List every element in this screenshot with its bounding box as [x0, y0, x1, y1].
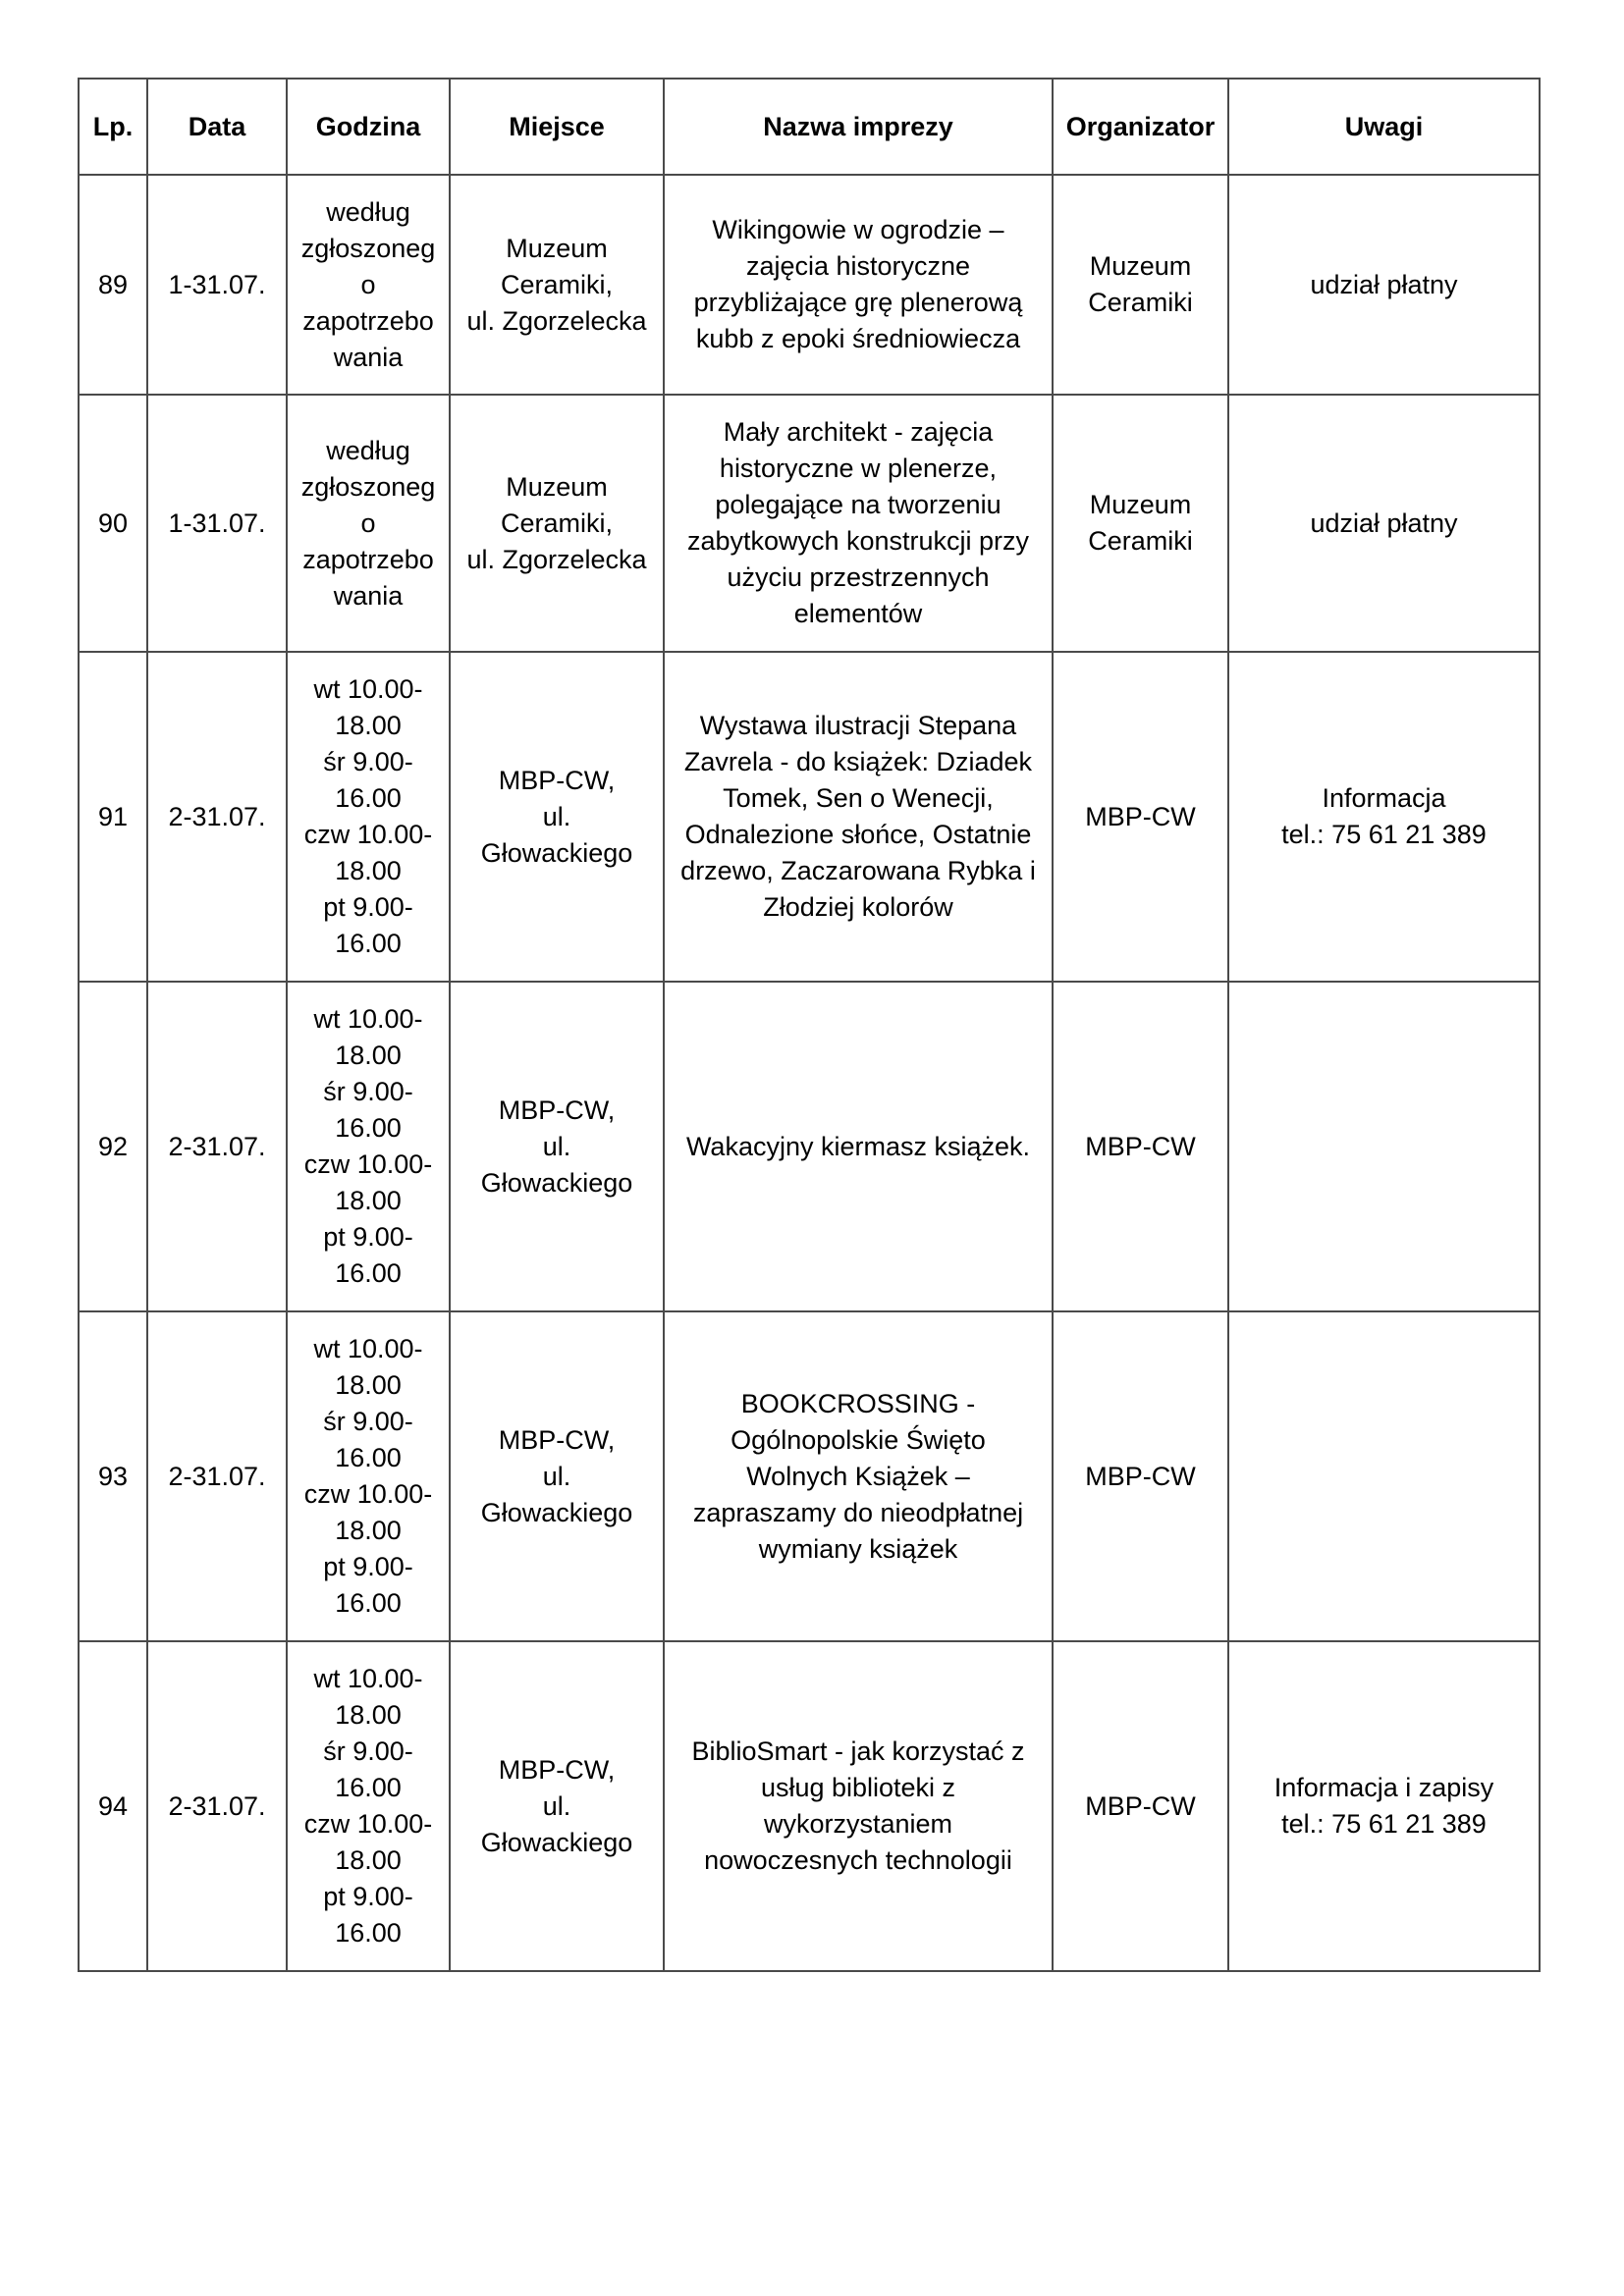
header-uwagi: Uwagi — [1228, 79, 1540, 175]
table-row — [79, 982, 1540, 1311]
cell-data: 2-31.07. — [147, 1311, 287, 1641]
cell-data: 2-31.07. — [147, 1641, 287, 1971]
cell-godzina: według zgłoszoneg o zapotrzebo wania — [287, 395, 450, 652]
cell-nazwa-imprezy: BiblioSmart - jak korzystać z usług biblioteki z wykorzystaniem nowoczesnych technologii — [664, 1641, 1053, 1971]
cell-miejsce: MBP-CW, ul. Głowackiego — [450, 1641, 664, 1971]
cell-organizator: Muzeum Ceramiki — [1053, 175, 1228, 395]
header-miejsce: Miejsce — [450, 79, 664, 175]
table-row — [79, 1311, 1540, 1641]
table-row — [79, 1641, 1540, 1971]
cell-lp: 94 — [79, 1641, 147, 1971]
cell-uwagi — [1228, 982, 1540, 1311]
cell-uwagi: udział płatny — [1228, 175, 1540, 395]
cell-miejsce: MBP-CW, ul. Głowackiego — [450, 652, 664, 982]
cell-lp: 92 — [79, 982, 147, 1311]
cell-nazwa-imprezy: Mały architekt - zajęcia historyczne w plenerze, polegające na tworzeniu zabytkowych konstrukcji przy użyciu przestrzennych elementów — [664, 395, 1053, 652]
cell-miejsce: Muzeum Ceramiki, ul. Zgorzelecka — [450, 395, 664, 652]
cell-uwagi — [1228, 1311, 1540, 1641]
cell-miejsce: MBP-CW, ul. Głowackiego — [450, 1311, 664, 1641]
header-data: Data — [147, 79, 287, 175]
cell-nazwa-imprezy: Wakacyjny kiermasz książek. — [664, 982, 1053, 1311]
cell-organizator: Muzeum Ceramiki — [1053, 395, 1228, 652]
cell-godzina: wt 10.00- 18.00 śr 9.00- 16.00 czw 10.00- 18.00 pt 9.00- 16.00 — [287, 1311, 450, 1641]
cell-miejsce: Muzeum Ceramiki, ul. Zgorzelecka — [450, 175, 664, 395]
cell-lp: 89 — [79, 175, 147, 395]
cell-godzina: wt 10.00- 18.00 śr 9.00- 16.00 czw 10.00- 18.00 pt 9.00- 16.00 — [287, 652, 450, 982]
cell-nazwa-imprezy: Wystawa ilustracji Stepana Zavrela - do książek: Dziadek Tomek, Sen o Wenecji, Odnalezione słońce, Ostatnie drzewo, Zaczarowana Rybka i Złodziej kolorów — [664, 652, 1053, 982]
cell-organizator: MBP-CW — [1053, 652, 1228, 982]
cell-organizator: MBP-CW — [1053, 1641, 1228, 1971]
cell-nazwa-imprezy: BOOKCROSSING - Ogólnopolskie Święto Wolnych Książek – zapraszamy do nieodpłatnej wymiany książek — [664, 1311, 1053, 1641]
header-organizator: Organizator — [1053, 79, 1228, 175]
cell-uwagi: udział płatny — [1228, 395, 1540, 652]
cell-organizator: MBP-CW — [1053, 982, 1228, 1311]
table-row — [79, 395, 1540, 652]
cell-organizator: MBP-CW — [1053, 1311, 1228, 1641]
cell-data: 2-31.07. — [147, 982, 287, 1311]
events-table — [78, 78, 1541, 1972]
cell-lp: 90 — [79, 395, 147, 652]
table-row — [79, 175, 1540, 395]
header-lp: Lp. — [79, 79, 147, 175]
cell-data: 1-31.07. — [147, 395, 287, 652]
cell-godzina: wt 10.00- 18.00 śr 9.00- 16.00 czw 10.00- 18.00 pt 9.00- 16.00 — [287, 982, 450, 1311]
cell-lp: 93 — [79, 1311, 147, 1641]
header-nazwa-imprezy: Nazwa imprezy — [664, 79, 1053, 175]
table-row — [79, 652, 1540, 982]
cell-nazwa-imprezy: Wikingowie w ogrodzie – zajęcia historyczne przybliżające grę plenerową kubb z epoki średniowiecza — [664, 175, 1053, 395]
header-godzina: Godzina — [287, 79, 450, 175]
cell-godzina: wt 10.00- 18.00 śr 9.00- 16.00 czw 10.00- 18.00 pt 9.00- 16.00 — [287, 1641, 450, 1971]
cell-uwagi: Informacja tel.: 75 61 21 389 — [1228, 652, 1540, 982]
cell-data: 2-31.07. — [147, 652, 287, 982]
cell-uwagi: Informacja i zapisy tel.: 75 61 21 389 — [1228, 1641, 1540, 1971]
cell-data: 1-31.07. — [147, 175, 287, 395]
cell-lp: 91 — [79, 652, 147, 982]
cell-godzina: według zgłoszoneg o zapotrzebo wania — [287, 175, 450, 395]
cell-miejsce: MBP-CW, ul. Głowackiego — [450, 982, 664, 1311]
table-header-row — [79, 79, 1540, 175]
